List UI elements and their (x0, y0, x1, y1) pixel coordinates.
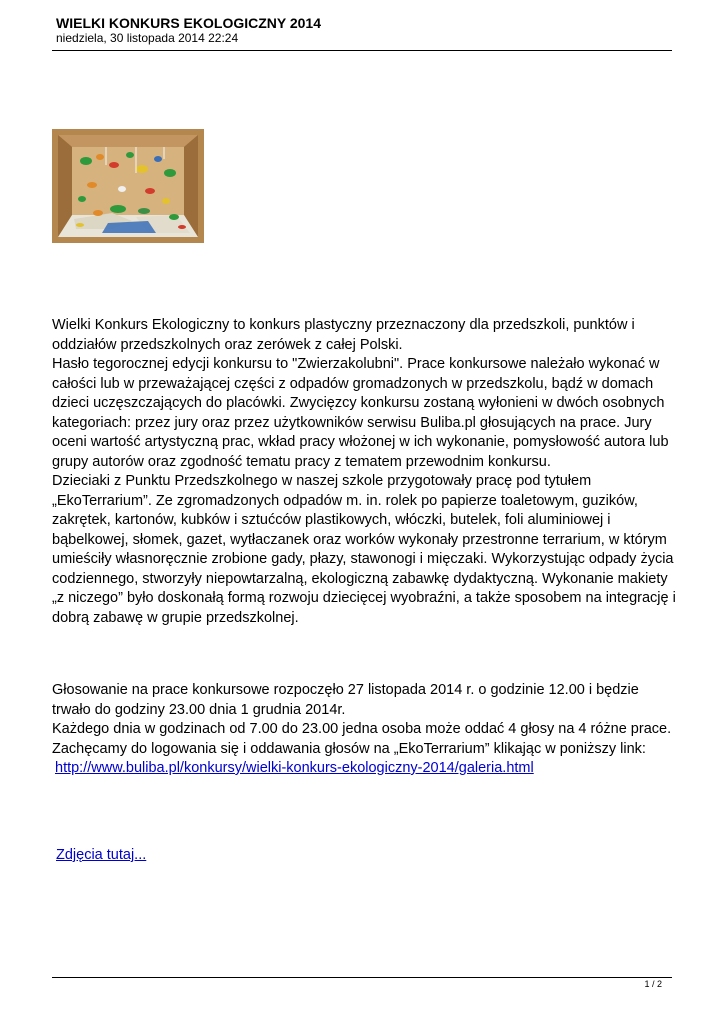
footer-divider (52, 977, 672, 978)
article-paragraph: Dzieciaki z Punktu Przedszkolnego w naszej szkole przygotowały pracę pod tytułem „EkoTerrarium”. Ze zgromadzonych odpadów m. in. rolek po papierze toaletowym, guzików, zakrętek, kartonów, kubków i sztućców plastikowych, włóczki, butelek, foli aluminiowej i bąbelkowej, słomek, gazet, wytłaczanek oraz worków wykonały przestronne terrarium, w którym umieściły własnoręcznie zrobione gady, płazy, stawonogi i mięczaki. Wykorzystując odpady życia codziennego, stworzyły niepowtarzalną, ekologiczną zabawkę dydaktyczną. Wykonanie makiety „z niczego” było doskonałą formą rozwoju dziecięcej wyobraźni, a także sposobem na integrację i dobrą zabawę w grupie przedszkolnej. (52, 473, 676, 626)
gallery-link-line (52, 759, 677, 779)
page-number: 1 / 2 (644, 979, 662, 989)
voting-paragraph: Głosowanie na prace konkursowe rozpoczęło 27 listopada 2014 r. o godzinie 12.00 i będzie trwało do godziny 23.00 dnia 1 grudnia 2014r. (52, 682, 639, 718)
terrarium-photo (52, 129, 204, 243)
photos-link[interactable]: Zdjęcia tutaj... (56, 847, 147, 863)
page-title: WIELKI KONKURS EKOLOGICZNY 2014 (56, 15, 322, 31)
voting-info (52, 681, 677, 779)
voting-paragraph: Każdego dnia w godzinach od 7.00 do 23.00 jedna osoba może oddać 4 głosy na 4 różne prace. (52, 721, 672, 737)
gallery-link[interactable]: http://www.buliba.pl/konkursy/wielki-konkurs-ekologiczny-2014/galeria.html (55, 760, 534, 776)
voting-paragraph: Zachęcamy do logowania się i oddawania głosów na „EkoTerrarium” klikając w poniższy link: (52, 740, 646, 757)
header-divider (52, 50, 672, 51)
article-paragraph: Hasło tegorocznej edycji konkursu to "Zwierzakolubni". Prace konkursowe należało wykonać w całości lub w przeważającej części z odpadów gromadzonych w przedszkolu, bądź w domach dzieci uczęszczających do placówki. Zwycięzcy konkursu zostaną wyłonieni w dwóch osobnych kategoriach: przez jury oraz przez użytkowników serwisu Buliba.pl głosujących na prace. Jury oceni wartość artystyczną prac, wkład pracy włożonej w ich wykonanie, pomysłowość autora lub grupy autorów oraz zgodność tematu pracy z tematem przewodnim konkursu. (52, 356, 669, 470)
article-paragraph: Wielki Konkurs Ekologiczny to konkurs plastyczny przeznaczony dla przedszkoli, punktów i oddziałów przedszkolnych oraz zerówek z całej Polski. (52, 317, 635, 353)
publish-date: niedziela, 30 listopada 2014 22:24 (56, 31, 239, 45)
article-body (52, 316, 677, 628)
